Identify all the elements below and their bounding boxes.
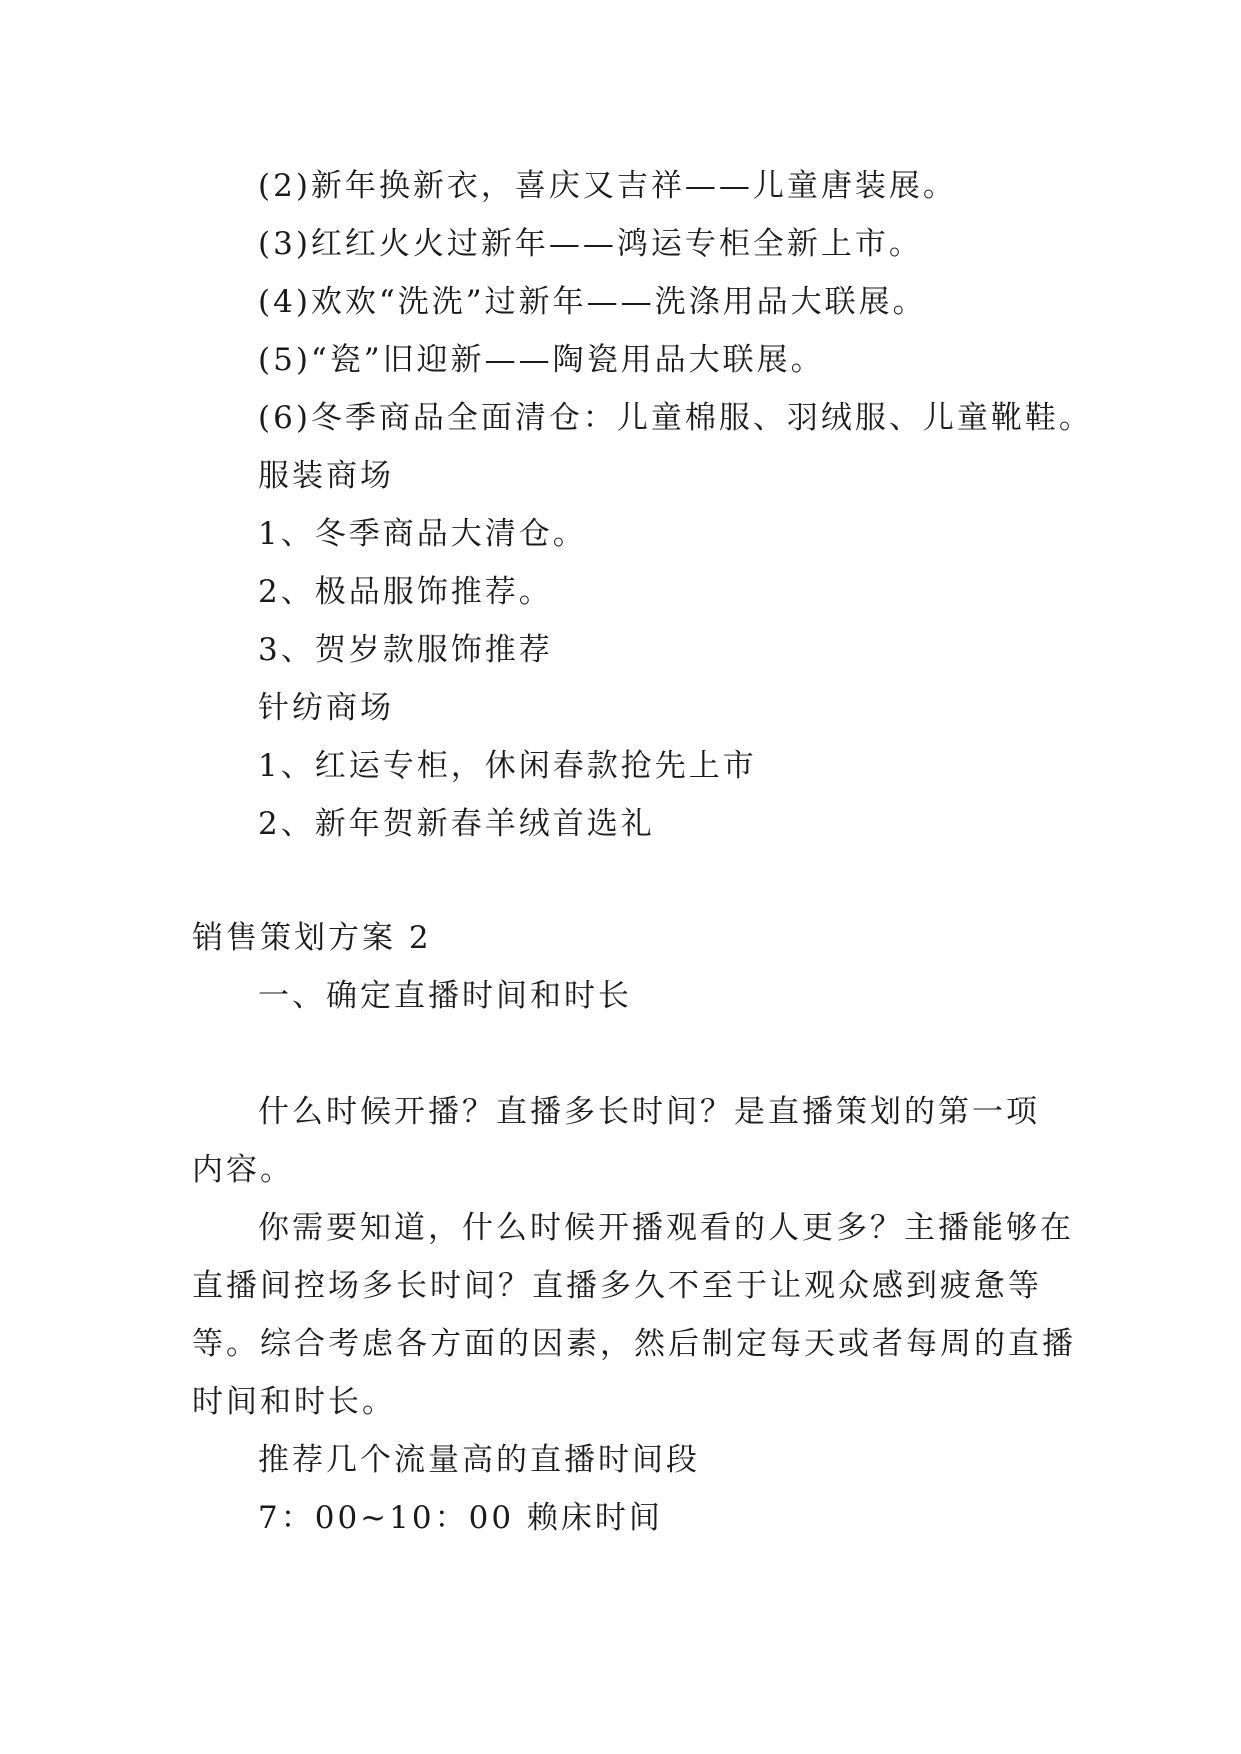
list-item: 1、红运专柜，休闲春款抢先上市 [258,748,757,784]
list-item: 1、冬季商品大清仓。 [258,516,587,552]
list-item: 3、贺岁款服饰推荐 [258,632,553,668]
paragraph-heading: 推荐几个流量高的直播时间段 [258,1442,700,1478]
time-slot: 7：00~10：00 赖床时间 [258,1500,663,1536]
list-item: (6)冬季商品全面清仓：儿童棉服、羽绒服、儿童靴鞋。 [258,400,1093,436]
list-item: (2)新年换新衣，喜庆又吉祥——儿童唐装展。 [258,168,957,204]
paragraph-line: 等。综合考虑各方面的因素，然后制定每天或者每周的直播 [192,1326,1076,1362]
list-item: (3)红红火火过新年——鸿运专柜全新上市。 [258,226,923,262]
paragraph-line: 你需要知道，什么时候开播观看的人更多？主播能够在 [258,1210,1074,1246]
list-item: (5)“瓷”旧迎新——陶瓷用品大联展。 [258,342,825,378]
list-item: 2、极品服饰推荐。 [258,574,553,610]
list-item: (4)欢欢“洗洗”过新年——洗涤用品大联展。 [258,284,927,320]
paragraph-line: 什么时候开播？直播多长时间？是直播策划的第一项 [258,1094,1040,1130]
list-item: 2、新年贺新春羊绒首选礼 [258,806,655,842]
subheading: 一、确定直播时间和时长 [258,978,632,1014]
section-heading-clothing: 服装商场 [258,458,394,494]
paragraph-line: 时间和时长。 [192,1384,396,1420]
document-title: 销售策划方案 2 [192,920,432,956]
section-heading-knitting: 针纺商场 [258,690,394,726]
paragraph-line: 内容。 [192,1152,294,1188]
paragraph-line: 直播间控场多长时间？直播多久不至于让观众感到疲惫等 [192,1268,1042,1304]
